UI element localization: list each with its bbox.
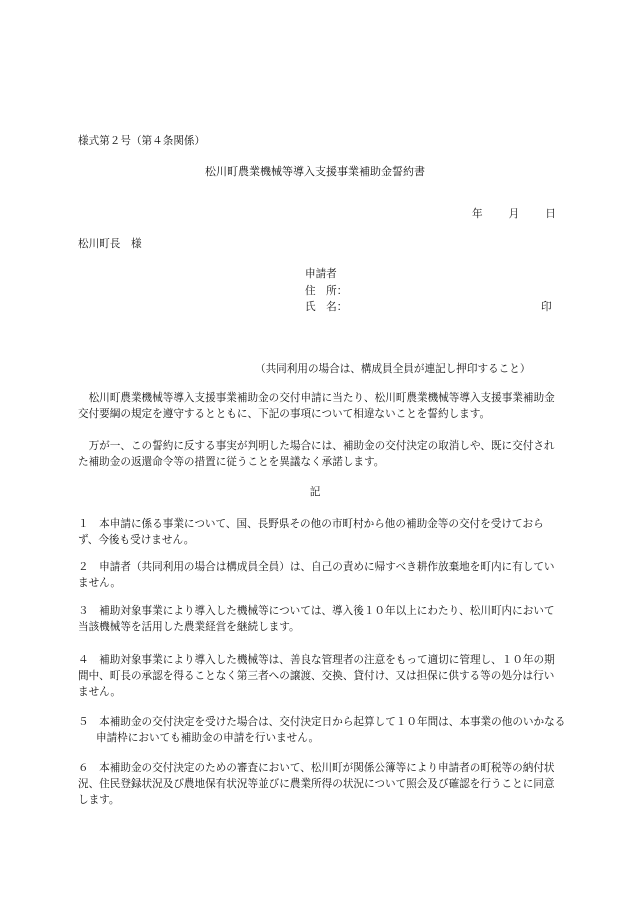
date-year-label: 年 (472, 208, 483, 220)
pledge-item-6: ６ 本補助金の交付決定のための審査において、松川町が関係公簿等により申請者の町税等の納付状況、住民登録状況及び農地保有状況等並びに農業所得の状況について照会及び確認を行うことに同意します。 (78, 762, 555, 807)
pledge-item-2: ２ 申請者（共同利用の場合は構成員全員）は、自己の責めに帰すべき耕作放棄地を町内に有していません。 (78, 561, 555, 590)
joint-use-note: （共同利用の場合は、構成員全員が連記し押印すること） (255, 363, 531, 375)
seal-mark: 印 (541, 301, 552, 313)
pledge-item-5: ５ 本補助金の交付決定を受けた場合は、交付決定日から起算して１０年間は、本事業の他のいかなる申請枠においても補助金の申請を行いません。 (78, 716, 566, 745)
body-paragraph-2: 万が一、この誓約に反する事実が判明した場合には、補助金の交付決定の取消しや、既に交付された補助金の返還命令等の措置に従うことを異議なく承諾します。 (78, 440, 555, 469)
name-label: 氏 名： (305, 301, 348, 313)
date-day-label: 日 (545, 208, 556, 220)
addressee: 松川町長 様 (78, 238, 142, 250)
date-line (472, 206, 556, 221)
form-number: 様式第２号（第４条関係） (78, 135, 206, 147)
pledge-item-1: １ 本申請に係る事業について、国、長野県その他の市町村から他の補助金等の交付を受けておらず、今後も受けません。 (78, 518, 544, 547)
document-title: 松川町農業機械等導入支援事業補助金誓約書 (205, 165, 425, 178)
applicant-heading: 申請者 (305, 268, 337, 280)
ki-heading: 記 (309, 486, 321, 498)
body-paragraph-1: 松川町農業機械等導入支援事業補助金の交付申請に当たり、松川町農業機械等導入支援事業補助金交付要綱の規定を遵守するとともに、下記の事項について相違ないことを誓約します。 (78, 392, 555, 421)
pledge-item-3: ３ 補助対象事業により導入した機械等については、導入後１０年以上にわたり、松川町内において当該機械等を活用した農業経営を継続します。 (78, 605, 555, 634)
pledge-item-4: ４ 補助対象事業により導入した機械等は、善良な管理者の注意をもって適切に管理し、１０年の期間中、町長の承認を得ることなく第三者への譲渡、交換、貸付け、又は担保に供する等の処分は行いません。 (78, 654, 555, 699)
date-month-label: 月 (508, 208, 520, 220)
address-label: 住 所： (305, 285, 348, 297)
